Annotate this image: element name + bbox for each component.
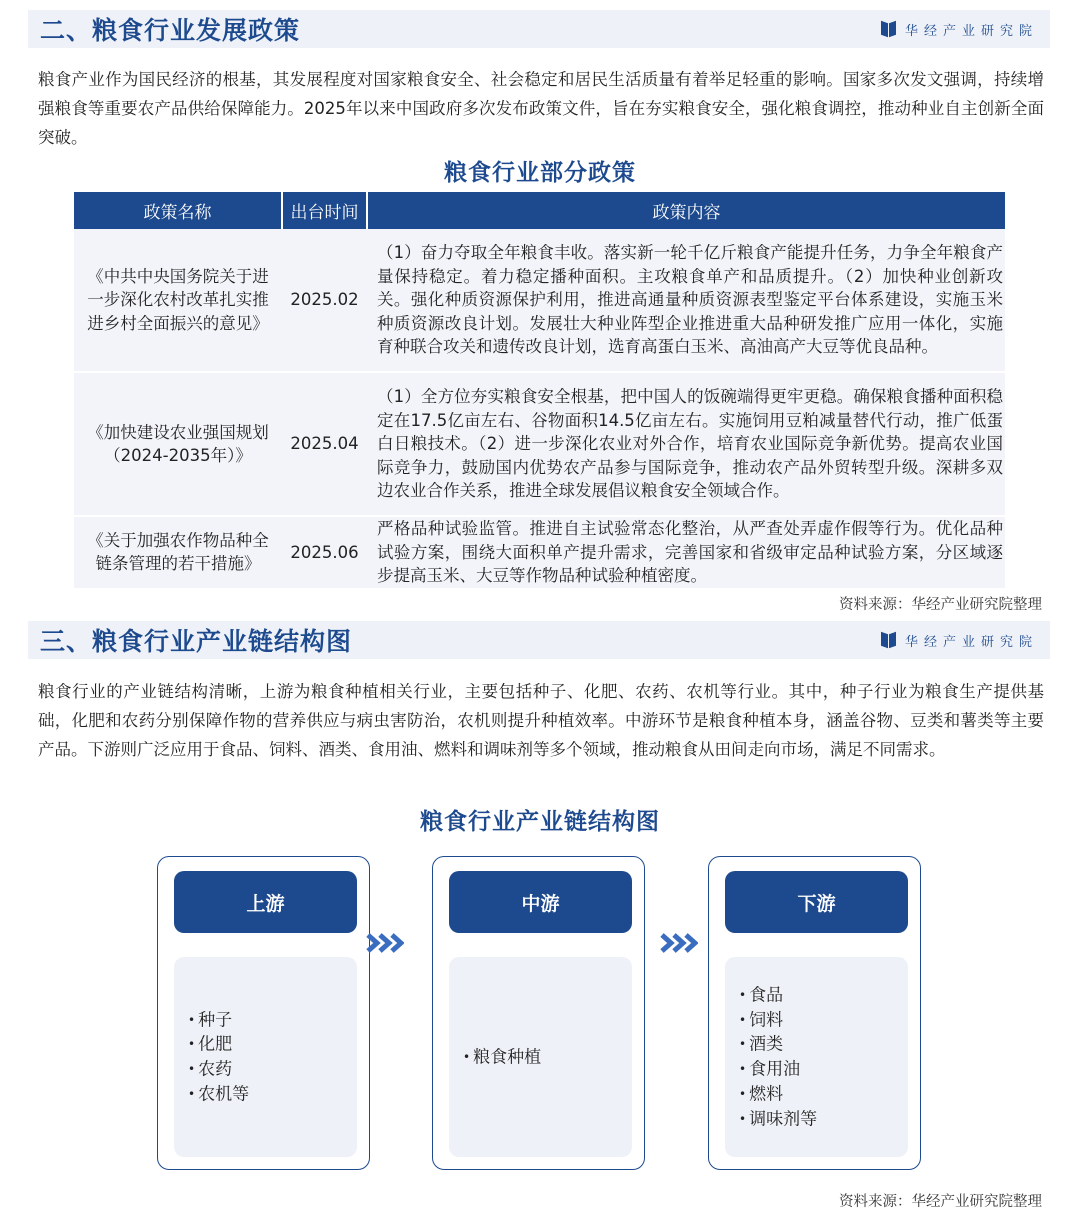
table-header-row [74, 192, 1005, 229]
brand-name: 华经产业研究院 [904, 634, 1038, 650]
chain-diagram-title: 粮食行业产业链结构图 [420, 809, 660, 835]
chain-downstream-column [708, 856, 921, 1170]
list-item: • 种子 [188, 1008, 357, 1033]
list-item: • 调味剂等 [739, 1107, 908, 1132]
policy-date-cell: 2025.02 [282, 229, 367, 372]
brand-logo-icon [881, 21, 897, 37]
chain-midstream-column [432, 856, 645, 1170]
section-title: 二、粮食行业发展政策 [40, 16, 301, 45]
table-row [74, 372, 1005, 516]
brand-logo-icon [881, 632, 897, 648]
column-header-name: 政策名称 [74, 192, 282, 229]
chain-downstream-head: 下游 [725, 871, 908, 933]
policy-name-cell: 《中共中央国务院关于进一步深化农村改革扎实推进乡村全面振兴的意见》 [74, 229, 282, 372]
policy-table [74, 192, 1005, 590]
chain-upstream-body [174, 957, 357, 1157]
list-item: • 酒类 [739, 1032, 908, 1057]
chain-intro-paragraph: 粮食行业的产业链结构清晰，上游为粮食种植相关行业，主要包括种子、化肥、农药、农机等行业。其中，种子行业为粮食生产提供基础，化肥和农药分别保障作物的营养供应与病虫害防治，农机则提升种植效率。中游环节是粮食种植本身，涵盖谷物、豆类和薯类等主要产品。下游则广泛应用于食品、饲料、酒类、食用油、燃料和调味剂等多个领域，推动粮食从田间走向市场，满足不同需求。 [38, 682, 1044, 759]
list-item: • 农药 [188, 1057, 357, 1082]
chain-upstream-column [157, 856, 370, 1170]
policy-table-title: 粮食行业部分政策 [444, 160, 636, 186]
brand-label [881, 20, 1038, 39]
brand-name: 华经产业研究院 [904, 23, 1038, 39]
chain-downstream-body [725, 957, 908, 1157]
chevron-right-icon [366, 933, 404, 953]
chain-source-note: 资料来源：华经产业研究院整理 [839, 1194, 1042, 1210]
column-header-content: 政策内容 [367, 192, 1005, 229]
section-title: 三、粮食行业产业链结构图 [40, 627, 353, 656]
policy-content-cell: （1）全方位夯实粮食安全根基，把中国人的饭碗端得更牢更稳。确保粮食播种面积稳定在17.5亿亩左右、谷物面积14.5亿亩左右。实施饲用豆粕减量替代行动，推广低蛋白日粮技术。（2）进一步深化农业对外合作，培育农业国际竞争新优势。提高农业国际竞争力，鼓励国内优势农产品参与国际竞争，推动农产品外贸转型升级。深耕多双边农业合作关系，推进全球发展倡议粮食安全领域合作。 [367, 372, 1005, 516]
table-row [74, 516, 1005, 589]
chain-midstream-head: 中游 [449, 871, 632, 933]
table-row [74, 229, 1005, 372]
policy-content-cell: 严格品种试验监管。推进自主试验常态化整治，从严查处弄虚作假等行为。优化品种试验方案，围绕大面积单产提升需求，完善国家和省级审定品种试验方案，分区域逐步提高玉米、大豆等作物品种试验种植密度。 [367, 516, 1005, 589]
section-header-chain [28, 621, 1050, 659]
list-item: • 化肥 [188, 1032, 357, 1057]
list-item: • 食品 [739, 983, 908, 1008]
policy-name-cell: 《关于加强农作物品种全链条管理的若干措施》 [74, 516, 282, 589]
column-header-date: 出台时间 [282, 192, 367, 229]
section-header-policy [28, 10, 1050, 48]
brand-label [881, 631, 1038, 650]
list-item: • 燃料 [739, 1082, 908, 1107]
policy-source-note: 资料来源：华经产业研究院整理 [839, 597, 1042, 613]
policy-date-cell: 2025.04 [282, 372, 367, 516]
policy-date-cell: 2025.06 [282, 516, 367, 589]
policy-intro-paragraph: 粮食产业作为国民经济的根基，其发展程度对国家粮食安全、社会稳定和居民生活质量有着举足轻重的影响。国家多次发文强调，持续增强粮食等重要农产品供给保障能力。2025年以来中国政府多次发布政策文件，旨在夯实粮食安全，强化粮食调控，推动种业自主创新全面突破。 [38, 70, 1044, 147]
chevron-right-icon [660, 933, 698, 953]
chain-upstream-head: 上游 [174, 871, 357, 933]
list-item: • 粮食种植 [463, 1045, 632, 1070]
policy-content-cell: （1）奋力夺取全年粮食丰收。落实新一轮千亿斤粮食产能提升任务，力争全年粮食产量保持稳定。着力稳定播种面积。主攻粮食单产和品质提升。（2）加快种业创新攻关。强化种质资源保护利用，推进高通量种质资源表型鉴定平台体系建设，实施玉米种质资源改良计划。发展壮大种业阵型企业推进重大品种研发推广应用一体化，实施育种联合攻关和遗传改良计划，选育高蛋白玉米、高油高产大豆等优良品种。 [367, 229, 1005, 372]
list-item: • 食用油 [739, 1057, 908, 1082]
list-item: • 农机等 [188, 1082, 357, 1107]
list-item: • 饲料 [739, 1008, 908, 1033]
policy-name-cell: 《加快建设农业强国规划（2024-2035年）》 [74, 372, 282, 516]
chain-midstream-body [449, 957, 632, 1157]
